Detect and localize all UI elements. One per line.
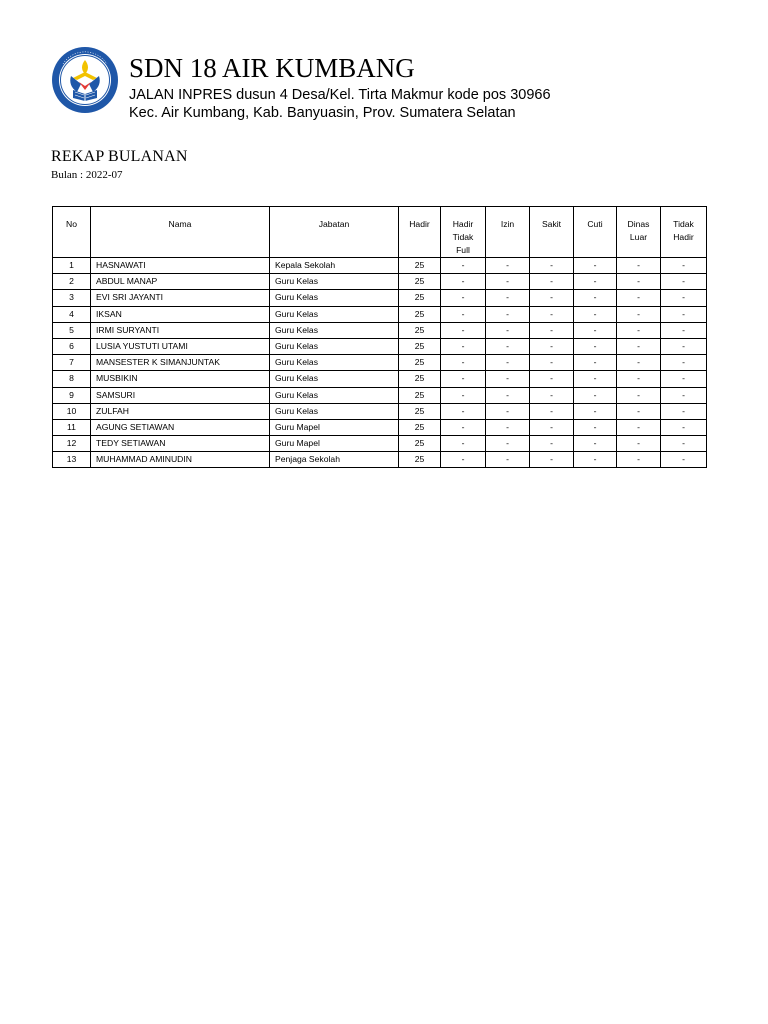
table-cell: - <box>530 306 574 322</box>
table-cell: - <box>486 436 530 452</box>
table-cell: 25 <box>399 338 441 354</box>
table-row <box>53 274 707 290</box>
table-cell: - <box>617 371 661 387</box>
table-cell: EVI SRI JAYANTI <box>91 290 270 306</box>
table-cell: 25 <box>399 274 441 290</box>
table-cell: - <box>574 403 617 419</box>
table-cell: IRMI SURYANTI <box>91 322 270 338</box>
table-cell: - <box>661 322 707 338</box>
table-cell: - <box>574 290 617 306</box>
table-cell: - <box>574 322 617 338</box>
table-cell: - <box>574 274 617 290</box>
table-cell: - <box>441 452 486 468</box>
report-title: REKAP BULANAN <box>51 148 188 165</box>
column-header: Hadir <box>399 207 441 258</box>
table-cell: - <box>530 322 574 338</box>
table-cell: 3 <box>53 290 91 306</box>
table-cell: 1 <box>53 258 91 274</box>
table-cell: - <box>617 436 661 452</box>
table-cell: 25 <box>399 403 441 419</box>
table-row <box>53 371 707 387</box>
table-cell: - <box>530 355 574 371</box>
table-cell: Guru Kelas <box>270 290 399 306</box>
table-row <box>53 306 707 322</box>
table-cell: - <box>441 419 486 435</box>
table-cell: - <box>617 306 661 322</box>
table-cell: 5 <box>53 322 91 338</box>
table-cell: - <box>441 322 486 338</box>
table-cell: 7 <box>53 355 91 371</box>
table-cell: 2 <box>53 274 91 290</box>
table-cell: - <box>574 306 617 322</box>
table-cell: - <box>486 387 530 403</box>
table-row <box>53 322 707 338</box>
column-header: Sakit <box>530 207 574 258</box>
table-cell: - <box>486 290 530 306</box>
table-body <box>53 258 707 468</box>
table-cell: Guru Kelas <box>270 306 399 322</box>
table-cell: MANSESTER K SIMANJUNTAK <box>91 355 270 371</box>
column-header: Dinas Luar <box>617 207 661 258</box>
table-cell: - <box>530 338 574 354</box>
table-cell: - <box>661 436 707 452</box>
table-cell: AGUNG SETIAWAN <box>91 419 270 435</box>
table-row <box>53 452 707 468</box>
table-cell: - <box>530 452 574 468</box>
table-cell: 25 <box>399 436 441 452</box>
table-cell: Guru Kelas <box>270 403 399 419</box>
school-name: SDN 18 AIR KUMBANG <box>129 53 415 83</box>
table-cell: Guru Kelas <box>270 274 399 290</box>
table-cell: MUSBIKIN <box>91 371 270 387</box>
table-row <box>53 258 707 274</box>
table-row <box>53 355 707 371</box>
address-line-1: JALAN INPRES dusun 4 Desa/Kel. Tirta Makmur kode pos 30966 <box>129 87 551 103</box>
table-cell: Kepala Sekolah <box>270 258 399 274</box>
table-cell: - <box>661 355 707 371</box>
column-header: No <box>53 207 91 258</box>
table-cell: - <box>441 290 486 306</box>
table-cell: - <box>574 419 617 435</box>
table-row <box>53 436 707 452</box>
table-row <box>53 403 707 419</box>
table-cell: - <box>661 258 707 274</box>
table-cell: - <box>530 403 574 419</box>
table-cell: Guru Kelas <box>270 338 399 354</box>
table-cell: - <box>661 419 707 435</box>
table-cell: IKSAN <box>91 306 270 322</box>
column-header: Cuti <box>574 207 617 258</box>
table-cell: - <box>574 371 617 387</box>
table-cell: - <box>441 274 486 290</box>
table-cell: - <box>661 452 707 468</box>
column-header: Nama <box>91 207 270 258</box>
table-cell: - <box>441 258 486 274</box>
table-cell: - <box>574 355 617 371</box>
table-cell: 9 <box>53 387 91 403</box>
table-cell: 25 <box>399 290 441 306</box>
table-cell: 25 <box>399 419 441 435</box>
table-cell: - <box>441 355 486 371</box>
table-cell: - <box>486 419 530 435</box>
table-cell: LUSIA YUSTUTI UTAMI <box>91 338 270 354</box>
table-cell: - <box>661 290 707 306</box>
table-cell: - <box>441 371 486 387</box>
address-line-2: Kec. Air Kumbang, Kab. Banyuasin, Prov. Sumatera Selatan <box>129 105 516 121</box>
table-cell: - <box>617 274 661 290</box>
table-cell: - <box>441 403 486 419</box>
table-cell: - <box>661 274 707 290</box>
table-cell: Guru Kelas <box>270 371 399 387</box>
attendance-table <box>52 206 707 468</box>
table-cell: - <box>617 322 661 338</box>
table-cell: Guru Mapel <box>270 419 399 435</box>
table-cell: - <box>617 452 661 468</box>
table-cell: - <box>530 371 574 387</box>
table-cell: 25 <box>399 387 441 403</box>
tut-wuri-handayani-logo <box>51 46 119 114</box>
table-cell: - <box>574 338 617 354</box>
table-cell: - <box>486 338 530 354</box>
table-cell: TEDY SETIAWAN <box>91 436 270 452</box>
table-cell: 25 <box>399 452 441 468</box>
column-header: Jabatan <box>270 207 399 258</box>
table-cell: - <box>486 403 530 419</box>
column-header: Izin <box>486 207 530 258</box>
table-cell: - <box>486 355 530 371</box>
table-cell: - <box>661 387 707 403</box>
table-cell: - <box>441 306 486 322</box>
table-cell: - <box>661 403 707 419</box>
table-cell: - <box>441 338 486 354</box>
table-cell: - <box>661 306 707 322</box>
table-cell: 25 <box>399 322 441 338</box>
table-cell: 4 <box>53 306 91 322</box>
table-cell: Penjaga Sekolah <box>270 452 399 468</box>
table-cell: - <box>530 274 574 290</box>
table-cell: 12 <box>53 436 91 452</box>
table-cell: - <box>574 258 617 274</box>
table-cell: - <box>530 387 574 403</box>
table-cell: - <box>574 387 617 403</box>
table-cell: 13 <box>53 452 91 468</box>
table-cell: MUHAMMAD AMINUDIN <box>91 452 270 468</box>
table-cell: - <box>441 387 486 403</box>
table-cell: 25 <box>399 371 441 387</box>
table-cell: 10 <box>53 403 91 419</box>
table-cell: - <box>530 290 574 306</box>
table-cell: SAMSURI <box>91 387 270 403</box>
table-cell: - <box>661 338 707 354</box>
table-cell: 25 <box>399 306 441 322</box>
table-row <box>53 387 707 403</box>
table-header-row <box>53 207 707 258</box>
table-row <box>53 338 707 354</box>
table-cell: - <box>617 258 661 274</box>
table-cell: - <box>486 274 530 290</box>
table-cell: - <box>486 306 530 322</box>
table-row <box>53 290 707 306</box>
table-cell: 6 <box>53 338 91 354</box>
table-cell: - <box>574 436 617 452</box>
table-cell: HASNAWATI <box>91 258 270 274</box>
table-row <box>53 419 707 435</box>
table-cell: Guru Kelas <box>270 387 399 403</box>
table-cell: 11 <box>53 419 91 435</box>
table-cell: - <box>486 371 530 387</box>
table-cell: - <box>617 419 661 435</box>
table-cell: 25 <box>399 258 441 274</box>
table-cell: 25 <box>399 355 441 371</box>
table-cell: - <box>486 258 530 274</box>
table-cell: Guru Kelas <box>270 322 399 338</box>
table-cell: - <box>441 436 486 452</box>
table-cell: - <box>617 403 661 419</box>
column-header: Tidak Hadir <box>661 207 707 258</box>
table-cell: - <box>574 452 617 468</box>
table-cell: Guru Kelas <box>270 355 399 371</box>
table-cell: - <box>530 258 574 274</box>
column-header: Hadir Tidak Full <box>441 207 486 258</box>
table-cell: 8 <box>53 371 91 387</box>
table-cell: - <box>617 355 661 371</box>
table-cell: - <box>530 419 574 435</box>
table-cell: - <box>486 452 530 468</box>
table-cell: - <box>661 371 707 387</box>
table-cell: ZULFAH <box>91 403 270 419</box>
table-cell: Guru Mapel <box>270 436 399 452</box>
table-cell: - <box>617 290 661 306</box>
table-cell: ABDUL MANAP <box>91 274 270 290</box>
table-cell: - <box>617 387 661 403</box>
report-period: Bulan : 2022-07 <box>51 169 123 181</box>
table-cell: - <box>530 436 574 452</box>
table-cell: - <box>617 338 661 354</box>
table-cell: - <box>486 322 530 338</box>
